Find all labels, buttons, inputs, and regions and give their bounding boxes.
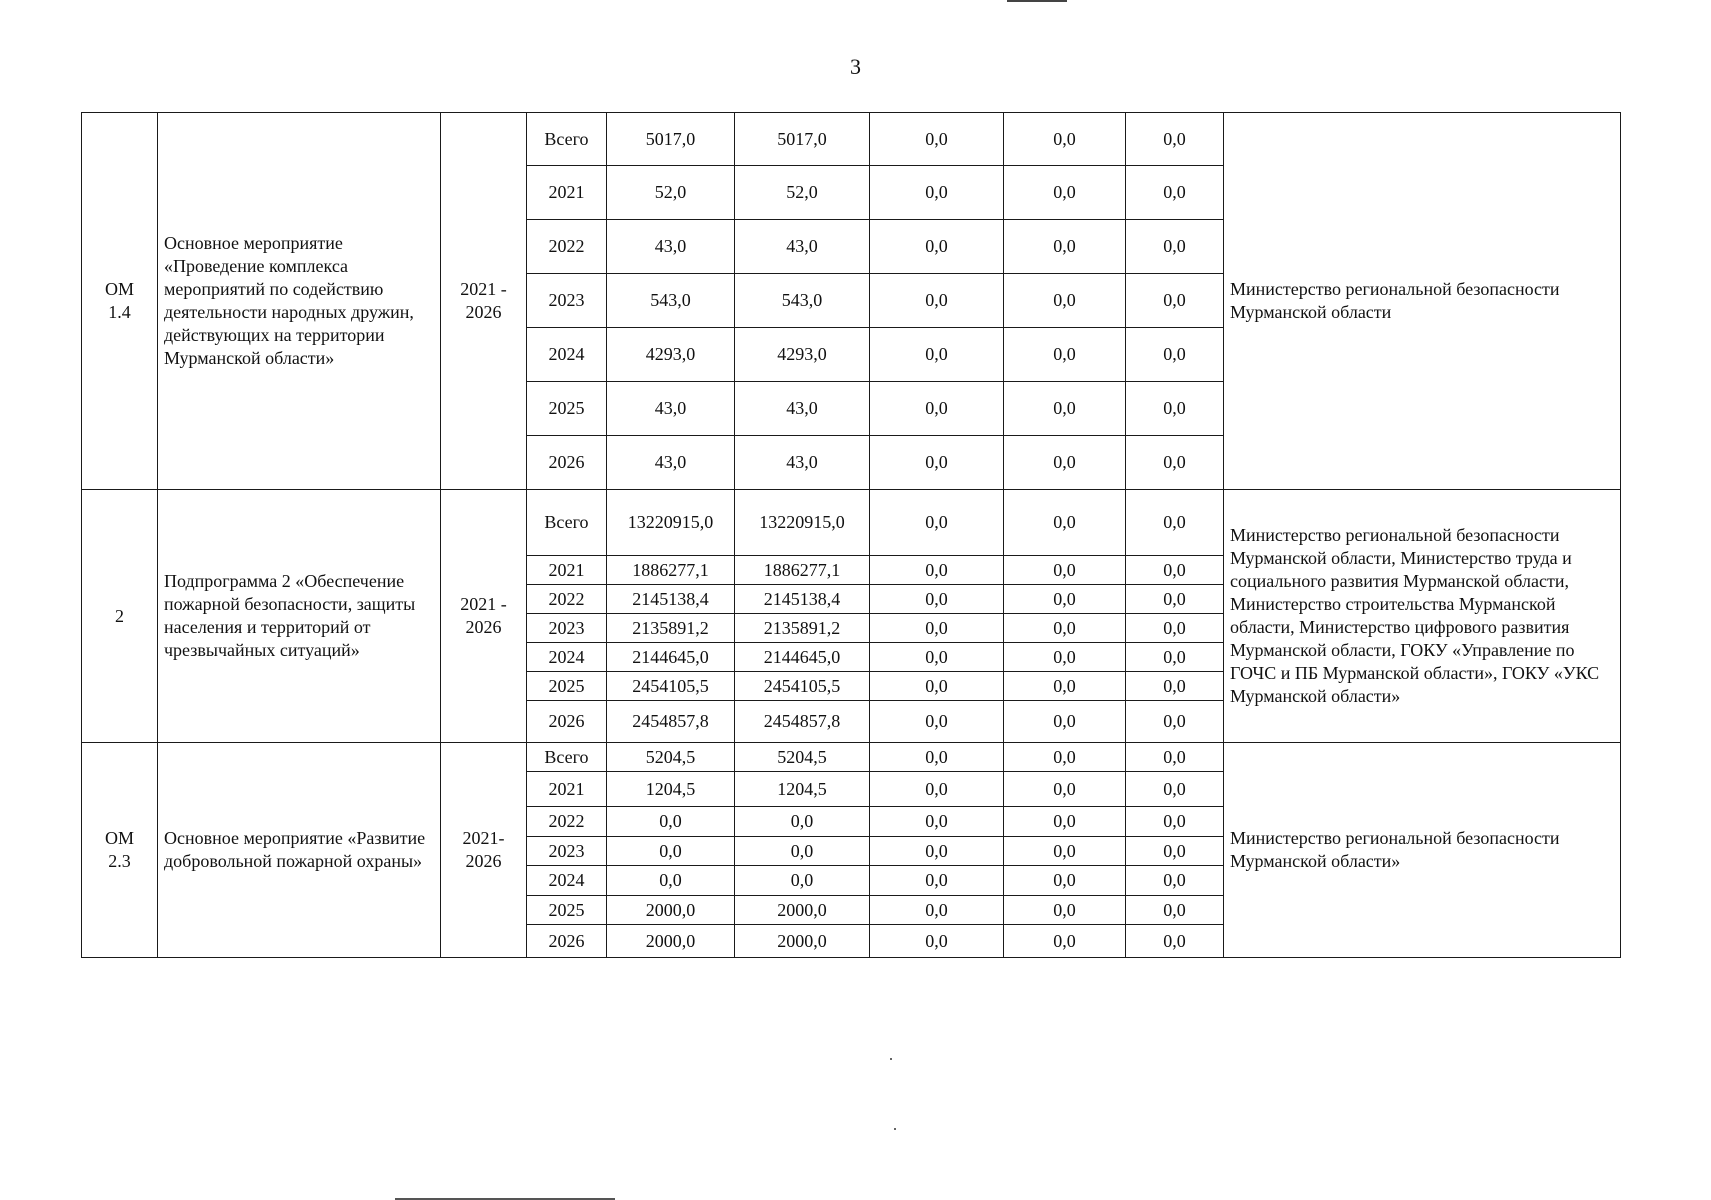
value-cell: 43,0 (735, 220, 870, 274)
table-row (82, 113, 1621, 166)
item-name: Основное мероприятие «Проведение комплекса мероприятий по содействию деятельности народных дружин, действующих на территории Мурманской области» (158, 113, 441, 490)
value-cell: 0,0 (607, 837, 735, 866)
value-cell: 0,0 (1126, 925, 1224, 958)
value-cell: 0,0 (1126, 113, 1224, 166)
value-cell: 2454105,5 (607, 672, 735, 701)
value-cell: 0,0 (1004, 643, 1126, 672)
value-cell: 0,0 (1126, 382, 1224, 436)
value-cell: 5204,5 (735, 743, 870, 772)
value-cell: 0,0 (1126, 643, 1224, 672)
year-cell: 2021 (527, 166, 607, 220)
scan-speck (894, 1128, 896, 1130)
item-period: 2021 - 2026 (441, 113, 527, 490)
value-cell: 2145138,4 (607, 585, 735, 614)
value-cell: 0,0 (1004, 490, 1126, 556)
year-cell: 2023 (527, 837, 607, 866)
value-cell: 2454857,8 (607, 701, 735, 743)
value-cell: 0,0 (870, 743, 1004, 772)
year-cell: 2024 (527, 328, 607, 382)
value-cell: 0,0 (735, 837, 870, 866)
value-cell: 43,0 (735, 436, 870, 490)
value-cell: 2000,0 (607, 896, 735, 925)
value-cell: 0,0 (1126, 772, 1224, 807)
value-cell: 0,0 (1004, 328, 1126, 382)
value-cell: 0,0 (735, 866, 870, 896)
year-cell: 2024 (527, 643, 607, 672)
value-cell: 0,0 (1126, 614, 1224, 643)
year-cell: 2026 (527, 701, 607, 743)
year-cell: 2024 (527, 866, 607, 896)
value-cell: 2000,0 (735, 925, 870, 958)
value-cell: 2144645,0 (735, 643, 870, 672)
value-cell: 0,0 (870, 220, 1004, 274)
value-cell: 5204,5 (607, 743, 735, 772)
value-cell: 43,0 (607, 220, 735, 274)
value-cell: 0,0 (1126, 743, 1224, 772)
value-cell: 5017,0 (735, 113, 870, 166)
year-cell: 2025 (527, 382, 607, 436)
value-cell: 0,0 (1126, 896, 1224, 925)
executor-cell: Министерство региональной безопасности Мурманской области, Министерство труда и социального развития Мурманской области, Министерство строительства Мурманской области, Министерство цифрового развития Мурманской области, ГОКУ «Управление по ГОЧС и ПБ Мурманской области», ГОКУ «УКС Мурманской области» (1224, 490, 1621, 743)
value-cell: 0,0 (1004, 896, 1126, 925)
year-cell: 2021 (527, 772, 607, 807)
year-cell: 2022 (527, 585, 607, 614)
table-row (82, 490, 1621, 556)
page-number: 3 (850, 54, 861, 79)
value-cell: 0,0 (1004, 701, 1126, 743)
value-cell: 0,0 (870, 866, 1004, 896)
value-cell: 0,0 (870, 382, 1004, 436)
year-cell: 2022 (527, 220, 607, 274)
value-cell: 0,0 (870, 274, 1004, 328)
value-cell: 0,0 (1004, 556, 1126, 585)
value-cell: 0,0 (1126, 556, 1224, 585)
value-cell: 0,0 (870, 701, 1004, 743)
value-cell: 0,0 (870, 896, 1004, 925)
value-cell: 2000,0 (735, 896, 870, 925)
executor-cell: Министерство региональной безопасности Мурманской области (1224, 113, 1621, 490)
value-cell: 0,0 (1004, 274, 1126, 328)
value-cell: 0,0 (1126, 701, 1224, 743)
value-cell: 0,0 (870, 436, 1004, 490)
value-cell: 43,0 (607, 436, 735, 490)
value-cell: 0,0 (1004, 382, 1126, 436)
value-cell: 4293,0 (607, 328, 735, 382)
item-code: 2 (82, 490, 158, 743)
item-period: 2021 - 2026 (441, 490, 527, 743)
value-cell: 543,0 (735, 274, 870, 328)
value-cell: 0,0 (870, 925, 1004, 958)
table-row (82, 743, 1621, 772)
value-cell: 0,0 (1126, 585, 1224, 614)
item-name: Основное мероприятие «Развитие добровольной пожарной охраны» (158, 743, 441, 958)
value-cell: 543,0 (607, 274, 735, 328)
value-cell: 0,0 (1126, 837, 1224, 866)
value-cell: 0,0 (870, 113, 1004, 166)
value-cell: 0,0 (1126, 436, 1224, 490)
year-cell: 2025 (527, 672, 607, 701)
value-cell: 0,0 (1004, 166, 1126, 220)
value-cell: 0,0 (1126, 672, 1224, 701)
value-cell: 2144645,0 (607, 643, 735, 672)
scan-speck (890, 1058, 892, 1060)
value-cell: 52,0 (735, 166, 870, 220)
value-cell: 43,0 (607, 382, 735, 436)
year-cell: Всего (527, 490, 607, 556)
value-cell: 0,0 (607, 866, 735, 896)
value-cell: 0,0 (1126, 328, 1224, 382)
value-cell: 0,0 (1126, 220, 1224, 274)
value-cell: 0,0 (870, 772, 1004, 807)
item-name: Подпрограмма 2 «Обеспечение пожарной безопасности, защиты населения и территорий от чрезвычайных ситуаций» (158, 490, 441, 743)
year-cell: 2021 (527, 556, 607, 585)
value-cell: 0,0 (870, 614, 1004, 643)
value-cell: 0,0 (870, 837, 1004, 866)
item-code: ОМ 1.4 (82, 113, 158, 490)
year-cell: 2023 (527, 614, 607, 643)
value-cell: 43,0 (735, 382, 870, 436)
value-cell: 2135891,2 (607, 614, 735, 643)
value-cell: 5017,0 (607, 113, 735, 166)
value-cell: 4293,0 (735, 328, 870, 382)
value-cell: 0,0 (1004, 837, 1126, 866)
value-cell: 0,0 (1004, 925, 1126, 958)
scan-artifact-top (1007, 0, 1067, 2)
value-cell: 2135891,2 (735, 614, 870, 643)
item-code: ОМ 2.3 (82, 743, 158, 958)
value-cell: 0,0 (1004, 672, 1126, 701)
year-cell: 2023 (527, 274, 607, 328)
value-cell: 0,0 (1004, 772, 1126, 807)
value-cell: 0,0 (870, 166, 1004, 220)
year-cell: 2026 (527, 925, 607, 958)
value-cell: 0,0 (1004, 614, 1126, 643)
value-cell: 2000,0 (607, 925, 735, 958)
value-cell: 13220915,0 (607, 490, 735, 556)
value-cell: 0,0 (1004, 113, 1126, 166)
executor-cell: Министерство региональной безопасности Мурманской области» (1224, 743, 1621, 958)
value-cell: 1886277,1 (607, 556, 735, 585)
value-cell: 1204,5 (735, 772, 870, 807)
value-cell: 0,0 (1126, 490, 1224, 556)
value-cell: 0,0 (870, 328, 1004, 382)
item-period: 2021- 2026 (441, 743, 527, 958)
value-cell: 0,0 (1004, 436, 1126, 490)
year-cell: 2025 (527, 896, 607, 925)
value-cell: 52,0 (607, 166, 735, 220)
value-cell: 0,0 (1004, 866, 1126, 896)
value-cell: 1886277,1 (735, 556, 870, 585)
value-cell: 0,0 (870, 556, 1004, 585)
year-cell: 2022 (527, 807, 607, 837)
value-cell: 0,0 (1126, 274, 1224, 328)
value-cell: 0,0 (735, 807, 870, 837)
value-cell: 0,0 (607, 807, 735, 837)
value-cell: 0,0 (870, 807, 1004, 837)
value-cell: 0,0 (1004, 220, 1126, 274)
value-cell: 0,0 (870, 490, 1004, 556)
year-cell: Всего (527, 113, 607, 166)
value-cell: 2145138,4 (735, 585, 870, 614)
year-cell: 2026 (527, 436, 607, 490)
value-cell: 0,0 (1004, 743, 1126, 772)
value-cell: 1204,5 (607, 772, 735, 807)
year-cell: Всего (527, 743, 607, 772)
value-cell: 0,0 (870, 672, 1004, 701)
funding-table (81, 112, 1621, 958)
value-cell: 2454857,8 (735, 701, 870, 743)
value-cell: 0,0 (1126, 807, 1224, 837)
value-cell: 0,0 (1004, 807, 1126, 837)
value-cell: 0,0 (1126, 166, 1224, 220)
value-cell: 0,0 (1126, 866, 1224, 896)
value-cell: 13220915,0 (735, 490, 870, 556)
value-cell: 0,0 (1004, 585, 1126, 614)
value-cell: 2454105,5 (735, 672, 870, 701)
value-cell: 0,0 (870, 643, 1004, 672)
value-cell: 0,0 (870, 585, 1004, 614)
